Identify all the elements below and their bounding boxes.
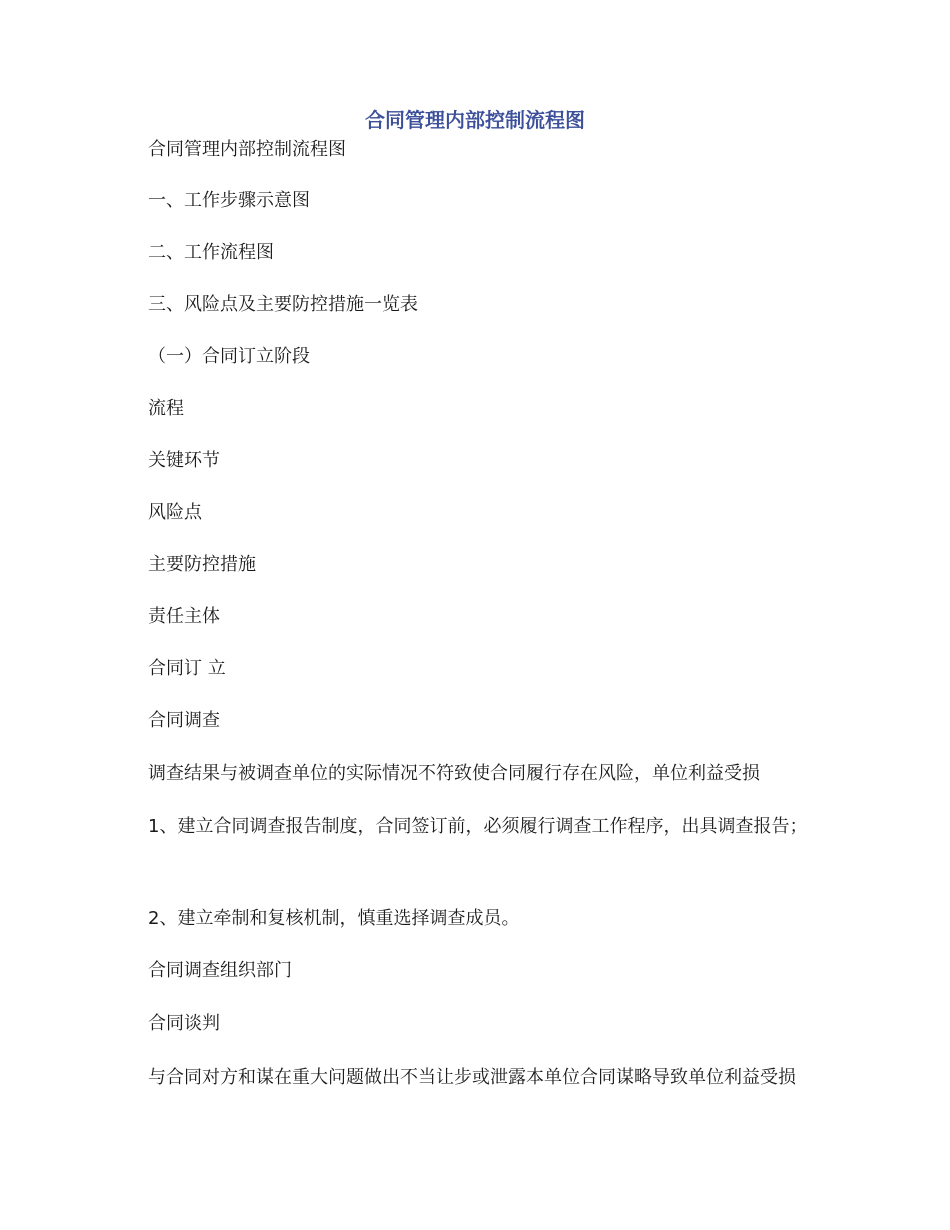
paragraph-section-1: 一、工作步骤示意图 (148, 190, 310, 211)
paragraph-subsection-1: （一）合同订立阶段 (148, 346, 310, 367)
paragraph-contract-investigation: 合同调查 (148, 710, 220, 731)
paragraph-subtitle: 合同管理内部控制流程图 (148, 139, 346, 160)
paragraph-measure-1: 1、建立合同调查报告制度，合同签订前，必须履行调查工作程序，出具调查报告； (148, 816, 808, 837)
paragraph-contract-formation: 合同订 立 (148, 658, 226, 679)
paragraph-investigation-dept: 合同调查组织部门 (148, 960, 292, 981)
paragraph-section-2: 二、工作流程图 (148, 242, 274, 263)
paragraph-investigation-risk: 调查结果与被调查单位的实际情况不符致使合同履行存在风险，单位利益受损 (148, 763, 760, 784)
document-title: 合同管理内部控制流程图 (365, 108, 585, 132)
paragraph-risk-point: 风险点 (148, 502, 202, 523)
paragraph-process: 流程 (148, 398, 184, 419)
paragraph-key-link: 关键环节 (148, 450, 220, 471)
paragraph-section-3: 三、风险点及主要防控措施一览表 (148, 294, 418, 315)
paragraph-measure-2: 2、建立牵制和复核机制，慎重选择调查成员。 (148, 908, 520, 929)
paragraph-responsible-party: 责任主体 (148, 606, 220, 627)
paragraph-negotiation-risk: 与合同对方和谋在重大问题做出不当让步或泄露本单位合同谋略导致单位利益受损 (148, 1067, 796, 1088)
paragraph-contract-negotiation: 合同谈判 (148, 1013, 220, 1034)
paragraph-control-measures: 主要防控措施 (148, 554, 256, 575)
